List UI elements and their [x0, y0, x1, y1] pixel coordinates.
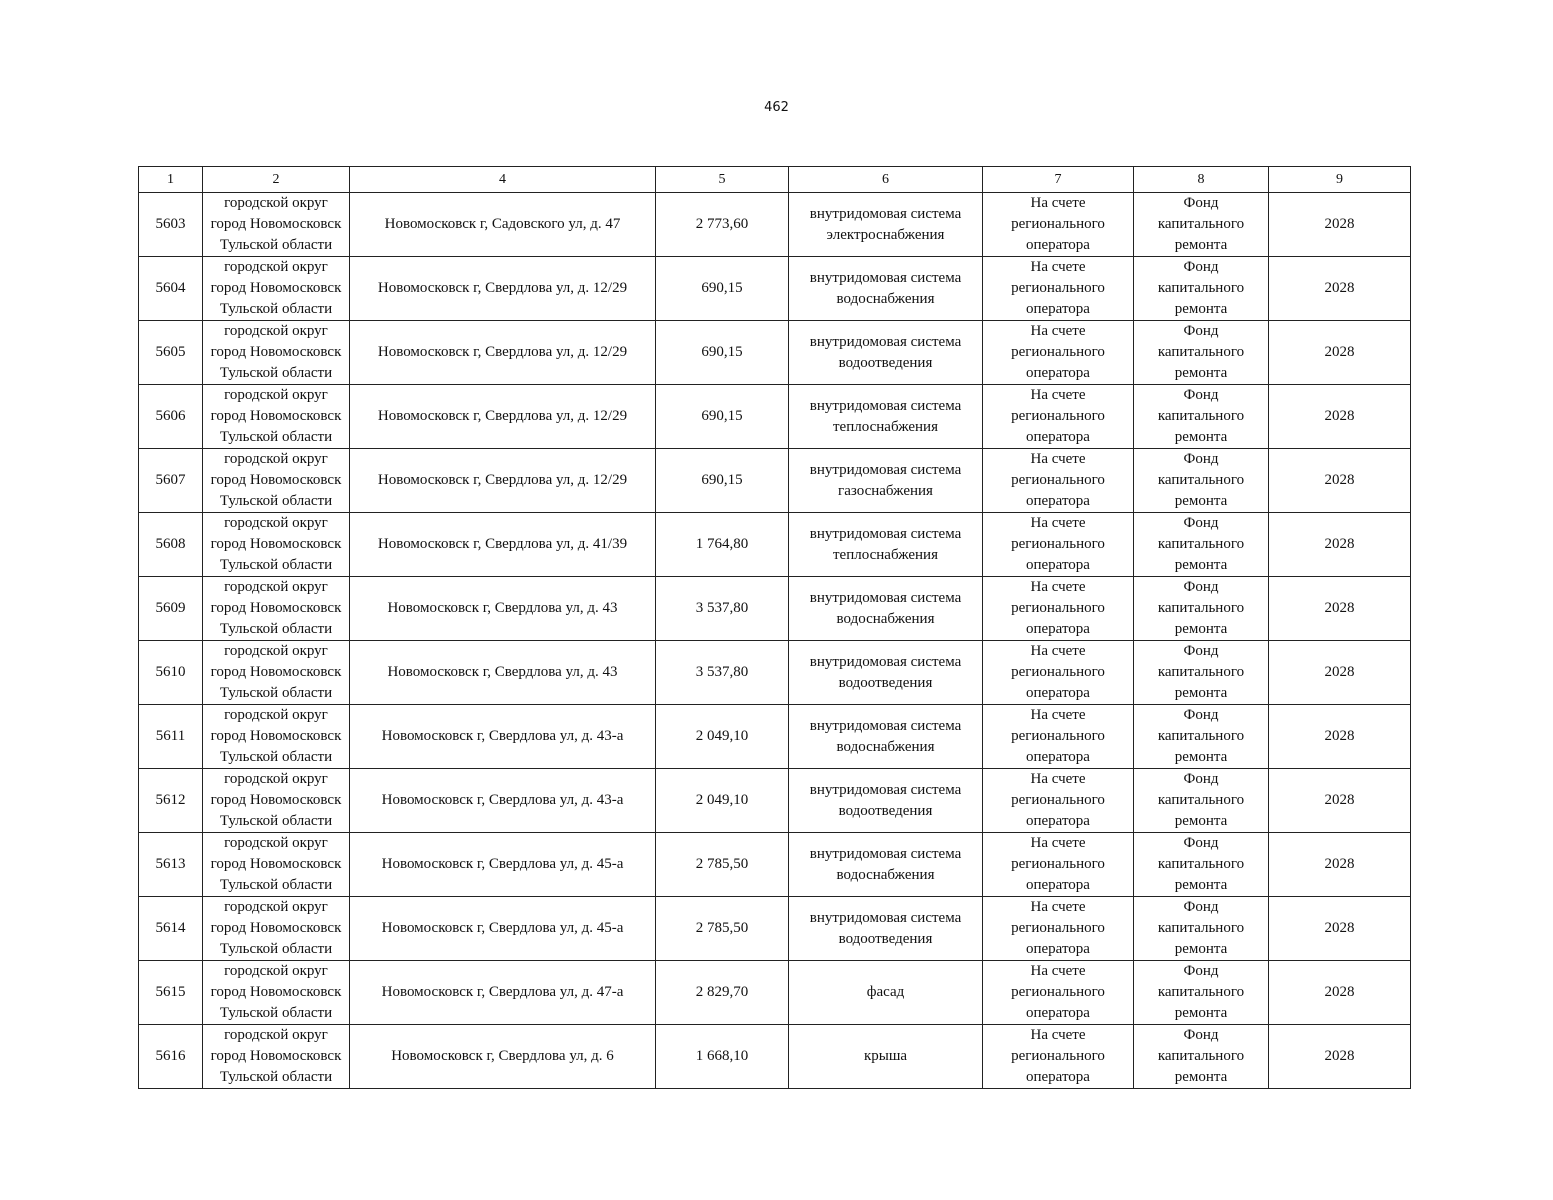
municipality-line: городской округ	[224, 451, 328, 467]
municipality-cell	[203, 513, 350, 577]
fund-line: Фонд	[1183, 1027, 1219, 1043]
work-type-cell	[789, 1025, 983, 1089]
municipality-line: Тульской области	[219, 493, 333, 509]
work-type-line: внутридомовая система	[809, 525, 962, 542]
fund-line: ремонта	[1174, 237, 1228, 253]
table-row	[139, 257, 1411, 321]
account-cell	[983, 1025, 1134, 1089]
municipality-line: городской округ	[224, 579, 328, 595]
account-line: оператора	[1026, 877, 1090, 893]
municipality-line: город Новомосковск	[210, 792, 342, 808]
year-cell: 2028	[1269, 961, 1411, 1025]
area-cell: 2 785,50	[656, 833, 789, 897]
address-cell: Новомосковск г, Свердлова ул, д. 12/29	[350, 321, 656, 385]
year-cell: 2028	[1269, 1025, 1411, 1089]
table-row	[139, 1025, 1411, 1089]
municipality-line: город Новомосковск	[210, 536, 342, 552]
work-type-cell	[789, 961, 983, 1025]
table-row	[139, 833, 1411, 897]
fund-cell	[1134, 833, 1269, 897]
row-number: 5616	[139, 1025, 203, 1089]
municipality-cell	[203, 385, 350, 449]
year-cell: 2028	[1269, 321, 1411, 385]
municipality-cell	[203, 961, 350, 1025]
work-type-cell	[789, 513, 983, 577]
account-cell	[983, 513, 1134, 577]
work-type-line: внутридомовая система	[809, 653, 962, 670]
work-type-line: водоотведения	[838, 802, 933, 819]
account-line: На счете	[1030, 899, 1086, 915]
address-cell: Новомосковск г, Свердлова ул, д. 47-а	[350, 961, 656, 1025]
municipality-line: Тульской области	[219, 621, 333, 637]
account-cell	[983, 897, 1134, 961]
work-type-cell	[789, 769, 983, 833]
municipality-line: Тульской области	[219, 1005, 333, 1021]
fund-line: капитального	[1157, 600, 1245, 616]
work-type-line: крыша	[863, 1048, 908, 1064]
municipality-line: город Новомосковск	[210, 408, 342, 424]
address-cell: Новомосковск г, Свердлова ул, д. 43-а	[350, 769, 656, 833]
year-cell: 2028	[1269, 641, 1411, 705]
table-row	[139, 193, 1411, 257]
account-cell	[983, 385, 1134, 449]
table-row	[139, 385, 1411, 449]
account-line: регионального	[1011, 920, 1105, 936]
fund-line: Фонд	[1183, 707, 1219, 723]
fund-cell	[1134, 961, 1269, 1025]
municipality-line: Тульской области	[219, 813, 333, 829]
municipality-line: Тульской области	[219, 1069, 333, 1085]
municipality-cell	[203, 193, 350, 257]
account-line: На счете	[1030, 387, 1086, 403]
account-line: регионального	[1011, 984, 1105, 1000]
municipality-cell	[203, 321, 350, 385]
account-cell	[983, 257, 1134, 321]
fund-line: капитального	[1157, 728, 1245, 744]
work-type-line: водоснабжения	[836, 866, 935, 883]
work-type-line: фасад	[866, 984, 905, 1000]
year-cell: 2028	[1269, 449, 1411, 513]
account-line: оператора	[1026, 301, 1090, 317]
work-type-line: внутридомовая система	[809, 845, 962, 862]
municipality-line: город Новомосковск	[210, 728, 342, 744]
account-line: оператора	[1026, 941, 1090, 957]
work-type-cell	[789, 449, 983, 513]
fund-cell	[1134, 1025, 1269, 1089]
fund-line: ремонта	[1174, 941, 1228, 957]
row-number: 5608	[139, 513, 203, 577]
table-row	[139, 769, 1411, 833]
fund-line: ремонта	[1174, 685, 1228, 701]
account-line: регионального	[1011, 728, 1105, 744]
fund-cell	[1134, 385, 1269, 449]
fund-line: ремонта	[1174, 621, 1228, 637]
account-line: оператора	[1026, 237, 1090, 253]
area-cell: 690,15	[656, 449, 789, 513]
municipality-line: городской округ	[224, 963, 328, 979]
area-cell: 1 764,80	[656, 513, 789, 577]
account-cell	[983, 769, 1134, 833]
fund-cell	[1134, 513, 1269, 577]
fund-line: Фонд	[1183, 579, 1219, 595]
municipality-line: Тульской области	[219, 749, 333, 765]
fund-line: капитального	[1157, 1048, 1245, 1064]
account-line: На счете	[1030, 771, 1086, 787]
account-line: оператора	[1026, 493, 1090, 509]
address-cell: Новомосковск г, Свердлова ул, д. 43	[350, 641, 656, 705]
municipality-line: городской округ	[224, 515, 328, 531]
address-cell: Новомосковск г, Свердлова ул, д. 43-а	[350, 705, 656, 769]
area-cell: 2 049,10	[656, 769, 789, 833]
address-cell: Новомосковск г, Свердлова ул, д. 6	[350, 1025, 656, 1089]
work-type-line: водоснабжения	[836, 738, 935, 755]
work-type-line: внутридомовая система	[809, 909, 962, 926]
fund-line: Фонд	[1183, 835, 1219, 851]
municipality-line: городской округ	[224, 643, 328, 659]
account-cell	[983, 193, 1134, 257]
fund-line: ремонта	[1174, 557, 1228, 573]
account-line: оператора	[1026, 1069, 1090, 1085]
fund-line: Фонд	[1183, 515, 1219, 531]
row-number: 5605	[139, 321, 203, 385]
municipality-line: город Новомосковск	[210, 280, 342, 296]
municipality-cell	[203, 1025, 350, 1089]
account-line: регионального	[1011, 600, 1105, 616]
account-line: регионального	[1011, 664, 1105, 680]
account-line: регионального	[1011, 1048, 1105, 1064]
column-header: 6	[789, 167, 983, 193]
row-number: 5610	[139, 641, 203, 705]
account-cell	[983, 641, 1134, 705]
area-cell: 690,15	[656, 321, 789, 385]
account-cell	[983, 833, 1134, 897]
column-header: 1	[139, 167, 203, 193]
fund-line: капитального	[1157, 472, 1245, 488]
municipality-line: город Новомосковск	[210, 664, 342, 680]
work-type-line: внутридомовая система	[809, 589, 962, 606]
fund-line: Фонд	[1183, 323, 1219, 339]
fund-line: капитального	[1157, 856, 1245, 872]
work-type-cell	[789, 833, 983, 897]
account-line: На счете	[1030, 259, 1086, 275]
address-cell: Новомосковск г, Садовского ул, д. 47	[350, 193, 656, 257]
table-row	[139, 641, 1411, 705]
fund-cell	[1134, 321, 1269, 385]
account-line: регионального	[1011, 344, 1105, 360]
work-type-cell	[789, 641, 983, 705]
work-type-line: теплоснабжения	[833, 546, 938, 563]
account-line: На счете	[1030, 579, 1086, 595]
area-cell: 2 829,70	[656, 961, 789, 1025]
year-cell: 2028	[1269, 833, 1411, 897]
column-header: 9	[1269, 167, 1411, 193]
account-cell	[983, 321, 1134, 385]
municipality-cell	[203, 641, 350, 705]
fund-line: ремонта	[1174, 1005, 1228, 1021]
account-line: оператора	[1026, 813, 1090, 829]
fund-line: Фонд	[1183, 963, 1219, 979]
account-line: На счете	[1030, 835, 1086, 851]
fund-line: Фонд	[1183, 259, 1219, 275]
work-type-line: внутридомовая система	[809, 333, 962, 350]
fund-line: ремонта	[1174, 877, 1228, 893]
work-type-line: водоснабжения	[836, 610, 935, 627]
fund-line: ремонта	[1174, 429, 1228, 445]
fund-cell	[1134, 577, 1269, 641]
row-number: 5612	[139, 769, 203, 833]
municipality-cell	[203, 449, 350, 513]
fund-line: Фонд	[1183, 899, 1219, 915]
municipality-line: Тульской области	[219, 941, 333, 957]
address-cell: Новомосковск г, Свердлова ул, д. 12/29	[350, 257, 656, 321]
account-line: На счете	[1030, 451, 1086, 467]
address-cell: Новомосковск г, Свердлова ул, д. 41/39	[350, 513, 656, 577]
year-cell: 2028	[1269, 577, 1411, 641]
municipality-cell	[203, 705, 350, 769]
fund-cell	[1134, 193, 1269, 257]
municipality-line: Тульской области	[219, 429, 333, 445]
municipality-line: Тульской области	[219, 237, 333, 253]
work-type-line: внутридомовая система	[809, 397, 962, 414]
account-line: оператора	[1026, 749, 1090, 765]
column-header: 2	[203, 167, 350, 193]
municipality-line: городской округ	[224, 259, 328, 275]
row-number: 5615	[139, 961, 203, 1025]
fund-line: Фонд	[1183, 195, 1219, 211]
work-type-line: внутридомовая система	[809, 781, 962, 798]
account-line: оператора	[1026, 429, 1090, 445]
fund-line: капитального	[1157, 216, 1245, 232]
account-cell	[983, 705, 1134, 769]
municipality-line: городской округ	[224, 387, 328, 403]
municipality-line: городской округ	[224, 323, 328, 339]
municipality-line: городской округ	[224, 835, 328, 851]
fund-line: ремонта	[1174, 1069, 1228, 1085]
row-number: 5606	[139, 385, 203, 449]
municipality-line: город Новомосковск	[210, 344, 342, 360]
repair-registry-table	[138, 166, 1411, 1089]
table-header	[139, 167, 1411, 193]
header-row	[139, 167, 1411, 193]
municipality-line: город Новомосковск	[210, 216, 342, 232]
row-number: 5614	[139, 897, 203, 961]
fund-line: капитального	[1157, 792, 1245, 808]
account-line: На счете	[1030, 515, 1086, 531]
year-cell: 2028	[1269, 257, 1411, 321]
account-line: На счете	[1030, 707, 1086, 723]
fund-cell	[1134, 641, 1269, 705]
row-number: 5607	[139, 449, 203, 513]
work-type-cell	[789, 193, 983, 257]
column-header: 7	[983, 167, 1134, 193]
account-line: регионального	[1011, 792, 1105, 808]
column-header: 8	[1134, 167, 1269, 193]
account-line: На счете	[1030, 195, 1086, 211]
row-number: 5603	[139, 193, 203, 257]
address-cell: Новомосковск г, Свердлова ул, д. 43	[350, 577, 656, 641]
year-cell: 2028	[1269, 769, 1411, 833]
work-type-line: внутридомовая система	[809, 717, 962, 734]
fund-cell	[1134, 897, 1269, 961]
municipality-line: городской округ	[224, 771, 328, 787]
account-line: регионального	[1011, 536, 1105, 552]
fund-line: капитального	[1157, 984, 1245, 1000]
account-line: На счете	[1030, 323, 1086, 339]
municipality-line: Тульской области	[219, 301, 333, 317]
account-line: регионального	[1011, 280, 1105, 296]
area-cell: 3 537,80	[656, 641, 789, 705]
year-cell: 2028	[1269, 705, 1411, 769]
work-type-cell	[789, 577, 983, 641]
account-line: оператора	[1026, 365, 1090, 381]
municipality-line: городской округ	[224, 1027, 328, 1043]
fund-line: Фонд	[1183, 771, 1219, 787]
municipality-line: Тульской области	[219, 685, 333, 701]
year-cell: 2028	[1269, 513, 1411, 577]
table-row	[139, 577, 1411, 641]
column-header: 4	[350, 167, 656, 193]
fund-line: капитального	[1157, 536, 1245, 552]
area-cell: 2 773,60	[656, 193, 789, 257]
work-type-line: внутридомовая система	[809, 461, 962, 478]
fund-line: ремонта	[1174, 365, 1228, 381]
account-line: оператора	[1026, 557, 1090, 573]
table-row	[139, 705, 1411, 769]
area-cell: 2 049,10	[656, 705, 789, 769]
area-cell: 1 668,10	[656, 1025, 789, 1089]
account-line: регионального	[1011, 216, 1105, 232]
row-number: 5604	[139, 257, 203, 321]
fund-line: ремонта	[1174, 301, 1228, 317]
account-cell	[983, 961, 1134, 1025]
row-number: 5613	[139, 833, 203, 897]
work-type-line: водоотведения	[838, 930, 933, 947]
fund-line: капитального	[1157, 344, 1245, 360]
fund-cell	[1134, 449, 1269, 513]
area-cell: 690,15	[656, 257, 789, 321]
work-type-cell	[789, 385, 983, 449]
municipality-line: городской округ	[224, 195, 328, 211]
municipality-line: Тульской области	[219, 365, 333, 381]
area-cell: 2 785,50	[656, 897, 789, 961]
fund-line: Фонд	[1183, 643, 1219, 659]
fund-cell	[1134, 705, 1269, 769]
municipality-line: город Новомосковск	[210, 920, 342, 936]
fund-line: капитального	[1157, 920, 1245, 936]
work-type-line: газоснабжения	[838, 482, 933, 499]
account-cell	[983, 577, 1134, 641]
row-number: 5611	[139, 705, 203, 769]
municipality-line: городской округ	[224, 707, 328, 723]
account-line: регионального	[1011, 856, 1105, 872]
account-line: регионального	[1011, 472, 1105, 488]
account-line: регионального	[1011, 408, 1105, 424]
work-type-cell	[789, 705, 983, 769]
fund-line: капитального	[1157, 408, 1245, 424]
year-cell: 2028	[1269, 385, 1411, 449]
work-type-line: внутридомовая система	[809, 205, 962, 222]
work-type-line: теплоснабжения	[833, 418, 938, 435]
page-number: 462	[764, 100, 789, 115]
table-body	[139, 193, 1411, 1089]
column-header: 5	[656, 167, 789, 193]
work-type-line: внутридомовая система	[809, 269, 962, 286]
fund-line: капитального	[1157, 664, 1245, 680]
municipality-line: Тульской области	[219, 877, 333, 893]
fund-line: ремонта	[1174, 813, 1228, 829]
municipality-cell	[203, 769, 350, 833]
municipality-line: город Новомосковск	[210, 856, 342, 872]
address-cell: Новомосковск г, Свердлова ул, д. 12/29	[350, 449, 656, 513]
municipality-line: город Новомосковск	[210, 600, 342, 616]
table-row	[139, 513, 1411, 577]
address-cell: Новомосковск г, Свердлова ул, д. 12/29	[350, 385, 656, 449]
account-line: На счете	[1030, 1027, 1086, 1043]
municipality-line: городской округ	[224, 899, 328, 915]
municipality-cell	[203, 833, 350, 897]
municipality-line: город Новомосковск	[210, 984, 342, 1000]
fund-line: ремонта	[1174, 493, 1228, 509]
work-type-line: водоотведения	[838, 674, 933, 691]
year-cell: 2028	[1269, 897, 1411, 961]
account-line: оператора	[1026, 685, 1090, 701]
work-type-line: водоотведения	[838, 354, 933, 371]
fund-line: Фонд	[1183, 451, 1219, 467]
municipality-line: город Новомосковск	[210, 472, 342, 488]
account-line: оператора	[1026, 621, 1090, 637]
municipality-cell	[203, 257, 350, 321]
area-cell: 690,15	[656, 385, 789, 449]
fund-line: Фонд	[1183, 387, 1219, 403]
fund-line: капитального	[1157, 280, 1245, 296]
area-cell: 3 537,80	[656, 577, 789, 641]
address-cell: Новомосковск г, Свердлова ул, д. 45-а	[350, 897, 656, 961]
work-type-line: электроснабжения	[826, 226, 945, 243]
work-type-cell	[789, 897, 983, 961]
work-type-line: водоснабжения	[836, 290, 935, 307]
table-row	[139, 321, 1411, 385]
fund-line: ремонта	[1174, 749, 1228, 765]
row-number: 5609	[139, 577, 203, 641]
account-line: оператора	[1026, 1005, 1090, 1021]
fund-cell	[1134, 769, 1269, 833]
table-row	[139, 897, 1411, 961]
fund-cell	[1134, 257, 1269, 321]
account-line: На счете	[1030, 963, 1086, 979]
account-cell	[983, 449, 1134, 513]
address-cell: Новомосковск г, Свердлова ул, д. 45-а	[350, 833, 656, 897]
table-row	[139, 449, 1411, 513]
work-type-cell	[789, 321, 983, 385]
municipality-cell	[203, 897, 350, 961]
table-row	[139, 961, 1411, 1025]
municipality-line: город Новомосковск	[210, 1048, 342, 1064]
work-type-cell	[789, 257, 983, 321]
account-line: На счете	[1030, 643, 1086, 659]
municipality-line: Тульской области	[219, 557, 333, 573]
year-cell: 2028	[1269, 193, 1411, 257]
municipality-cell	[203, 577, 350, 641]
